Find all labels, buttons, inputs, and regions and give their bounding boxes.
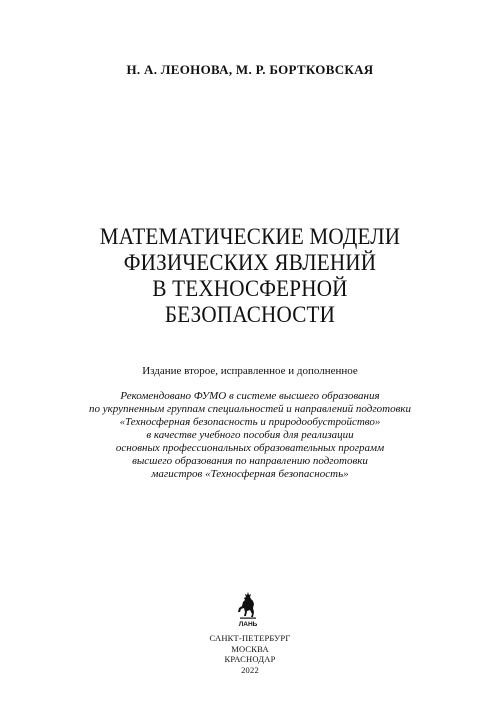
recommendation-line: в качестве учебного пособия для реализации (146, 429, 354, 441)
publisher-logo-text: ЛАНЬ (238, 621, 258, 628)
imprint-city: КРАСНОДАР (224, 654, 276, 664)
deer-icon (232, 590, 264, 628)
recommendation-block (0, 390, 500, 481)
recommendation-line: высшего образования по направлению подготовки (132, 455, 368, 467)
recommendation-line: «Техносферная безопасность и природообустройство» (119, 416, 381, 428)
recommendation-line: по укрупненным группам специальностей и направлений подготовки (89, 403, 411, 415)
title-line: БЕЗОПАСНОСТИ (164, 302, 336, 327)
publisher-logo (232, 590, 264, 628)
imprint-city: МОСКВА (231, 643, 269, 654)
book-title (0, 224, 500, 328)
title-line: МАТЕМАТИЧЕСКИЕ МОДЕЛИ (99, 224, 401, 249)
recommendation-line: магистров «Техносферная безопасность» (151, 468, 349, 480)
title-line: В ТЕХНОСФЕРНОЙ (152, 276, 348, 301)
recommendation-line: основных профессиональных образовательных программ (115, 442, 385, 454)
imprint-city: САНКТ-ПЕТЕРБУРГ (209, 633, 291, 643)
imprint-year: 2022 (241, 664, 259, 675)
authors: Н. А. ЛЕОНОВА, М. Р. БОРТКОВСКАЯ (126, 62, 374, 77)
edition-note: Издание второе, исправленное и дополненное (142, 365, 358, 377)
imprint (0, 633, 500, 675)
title-line: ФИЗИЧЕСКИХ ЯВЛЕНИЙ (123, 250, 377, 275)
recommendation-line: Рекомендовано ФУМО в системе высшего образования (120, 390, 380, 402)
